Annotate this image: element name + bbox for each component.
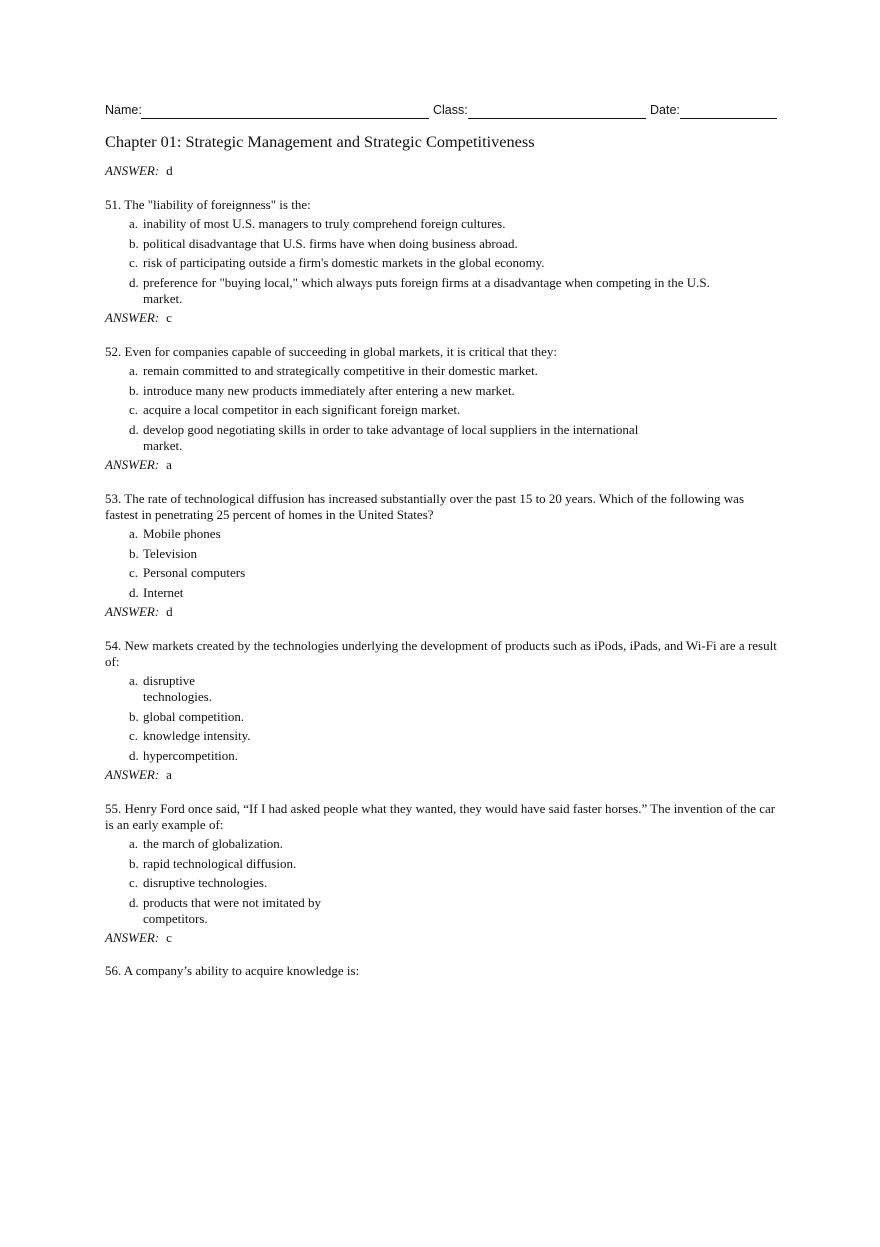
answer-option bbox=[105, 728, 780, 744]
option-letter: c. bbox=[129, 728, 139, 743]
option-letter: a. bbox=[129, 673, 139, 688]
name-label: Name: bbox=[105, 103, 142, 117]
option-text: disruptive technologies. bbox=[143, 673, 212, 704]
option-text: inability of most U.S. managers to truly comprehend foreign cultures. bbox=[143, 216, 506, 231]
answer-option bbox=[105, 673, 212, 705]
answer-option bbox=[105, 255, 780, 271]
option-text: Personal computers bbox=[143, 565, 246, 580]
option-letter: c. bbox=[129, 255, 139, 270]
answer-value: c bbox=[166, 310, 172, 325]
answer-option bbox=[105, 895, 333, 927]
option-letter: a. bbox=[129, 836, 139, 851]
option-letter: d. bbox=[129, 421, 139, 437]
answer-value: d bbox=[166, 604, 173, 619]
answer-option bbox=[105, 585, 780, 601]
option-text: rapid technological diffusion. bbox=[143, 855, 297, 871]
answer-option bbox=[105, 856, 780, 872]
leading-answer bbox=[105, 163, 780, 179]
answer-option bbox=[105, 748, 780, 764]
question-53 bbox=[105, 491, 780, 620]
option-letter: a. bbox=[129, 526, 139, 541]
correct-answer bbox=[105, 604, 780, 620]
option-letter: b. bbox=[129, 545, 139, 561]
option-letter: b. bbox=[129, 855, 139, 871]
answer-option bbox=[105, 363, 780, 379]
option-text: risk of participating outside a firm's domestic markets in the global economy. bbox=[143, 255, 545, 270]
answer-option bbox=[105, 216, 780, 232]
chapter-title: Chapter 01: Strategic Management and Strategic Competitiveness bbox=[105, 132, 535, 151]
answer-option bbox=[105, 275, 780, 307]
answer-option bbox=[105, 836, 780, 852]
option-text: knowledge intensity. bbox=[143, 728, 251, 743]
correct-answer bbox=[105, 457, 780, 473]
answer-option bbox=[105, 422, 673, 454]
question-stem: 52. Even for companies capable of succeeding in global markets, it is critical that they: bbox=[105, 344, 557, 359]
student-info-header bbox=[105, 103, 777, 121]
option-text: hypercompetition. bbox=[143, 747, 238, 763]
answer-value: c bbox=[166, 930, 172, 945]
option-text: develop good negotiating skills in order to take advantage of local suppliers in the international market. bbox=[143, 421, 639, 453]
question-stem: 55. Henry Ford once said, “If I had asked people what they wanted, they would have said faster horses.” The invention of the car is an early example of: bbox=[105, 801, 776, 832]
answer-option bbox=[105, 546, 780, 562]
answer-option bbox=[105, 402, 780, 418]
option-text: disruptive technologies. bbox=[143, 875, 268, 890]
answer-label: ANSWER: bbox=[105, 930, 160, 945]
question-stem: 51. The "liability of foreignness" is the: bbox=[105, 197, 311, 212]
question-56 bbox=[105, 963, 780, 979]
option-letter: d. bbox=[129, 747, 139, 763]
date-blank-line bbox=[680, 118, 777, 119]
answer-value: d bbox=[166, 163, 173, 178]
answer-label: ANSWER: bbox=[105, 767, 160, 782]
answer-label: ANSWER: bbox=[105, 163, 160, 178]
correct-answer bbox=[105, 930, 780, 946]
option-letter: d. bbox=[129, 584, 139, 600]
option-text: Internet bbox=[143, 584, 184, 600]
class-label: Class: bbox=[433, 103, 468, 117]
option-letter: b. bbox=[129, 235, 139, 251]
question-stem: 53. The rate of technological diffusion has increased substantially over the past 15 to 20 years. Which of the following was fastest in penetrating 25 percent of homes in the United States? bbox=[105, 491, 745, 522]
answer-option bbox=[105, 709, 780, 725]
option-letter: a. bbox=[129, 363, 139, 378]
option-text: global competition. bbox=[143, 708, 245, 724]
option-text: introduce many new products immediately after entering a new market. bbox=[143, 382, 515, 398]
option-text: Mobile phones bbox=[143, 526, 221, 541]
option-text: the march of globalization. bbox=[143, 836, 284, 851]
option-letter: c. bbox=[129, 402, 139, 417]
option-letter: b. bbox=[129, 708, 139, 724]
option-letter: d. bbox=[129, 894, 139, 910]
option-letter: c. bbox=[129, 565, 139, 580]
date-label: Date: bbox=[650, 103, 680, 117]
class-blank-line bbox=[468, 118, 646, 119]
option-text: remain committed to and strategically competitive in their domestic market. bbox=[143, 363, 538, 378]
answer-value: a bbox=[166, 457, 172, 472]
option-text: preference for "buying local," which always puts foreign firms at a disadvantage when competing in the U.S. market. bbox=[143, 274, 710, 306]
option-text: products that were not imitated by competitors. bbox=[143, 894, 321, 926]
option-text: acquire a local competitor in each significant foreign market. bbox=[143, 402, 461, 417]
answer-option bbox=[105, 383, 780, 399]
option-letter: a. bbox=[129, 216, 139, 231]
answer-option bbox=[105, 236, 780, 252]
question-54 bbox=[105, 638, 780, 783]
answer-value: a bbox=[166, 767, 172, 782]
correct-answer bbox=[105, 767, 780, 783]
answer-label: ANSWER: bbox=[105, 310, 160, 325]
answer-option bbox=[105, 526, 780, 542]
question-list bbox=[105, 163, 780, 982]
answer-option bbox=[105, 565, 780, 581]
option-letter: b. bbox=[129, 382, 139, 398]
option-letter: c. bbox=[129, 875, 139, 890]
option-text: political disadvantage that U.S. firms have when doing business abroad. bbox=[143, 235, 518, 251]
answer-label: ANSWER: bbox=[105, 457, 160, 472]
question-55 bbox=[105, 801, 780, 946]
correct-answer bbox=[105, 310, 780, 326]
answer-option bbox=[105, 875, 780, 891]
question-51 bbox=[105, 197, 780, 326]
question-52 bbox=[105, 344, 780, 473]
name-blank-line bbox=[141, 118, 429, 119]
answer-label: ANSWER: bbox=[105, 604, 160, 619]
option-text: Television bbox=[143, 545, 197, 561]
option-letter: d. bbox=[129, 274, 139, 290]
question-stem: 56. A company’s ability to acquire knowledge is: bbox=[105, 963, 360, 978]
question-stem: 54. New markets created by the technologies underlying the development of products such as iPods, iPads, and Wi-Fi are a result of: bbox=[105, 638, 777, 669]
